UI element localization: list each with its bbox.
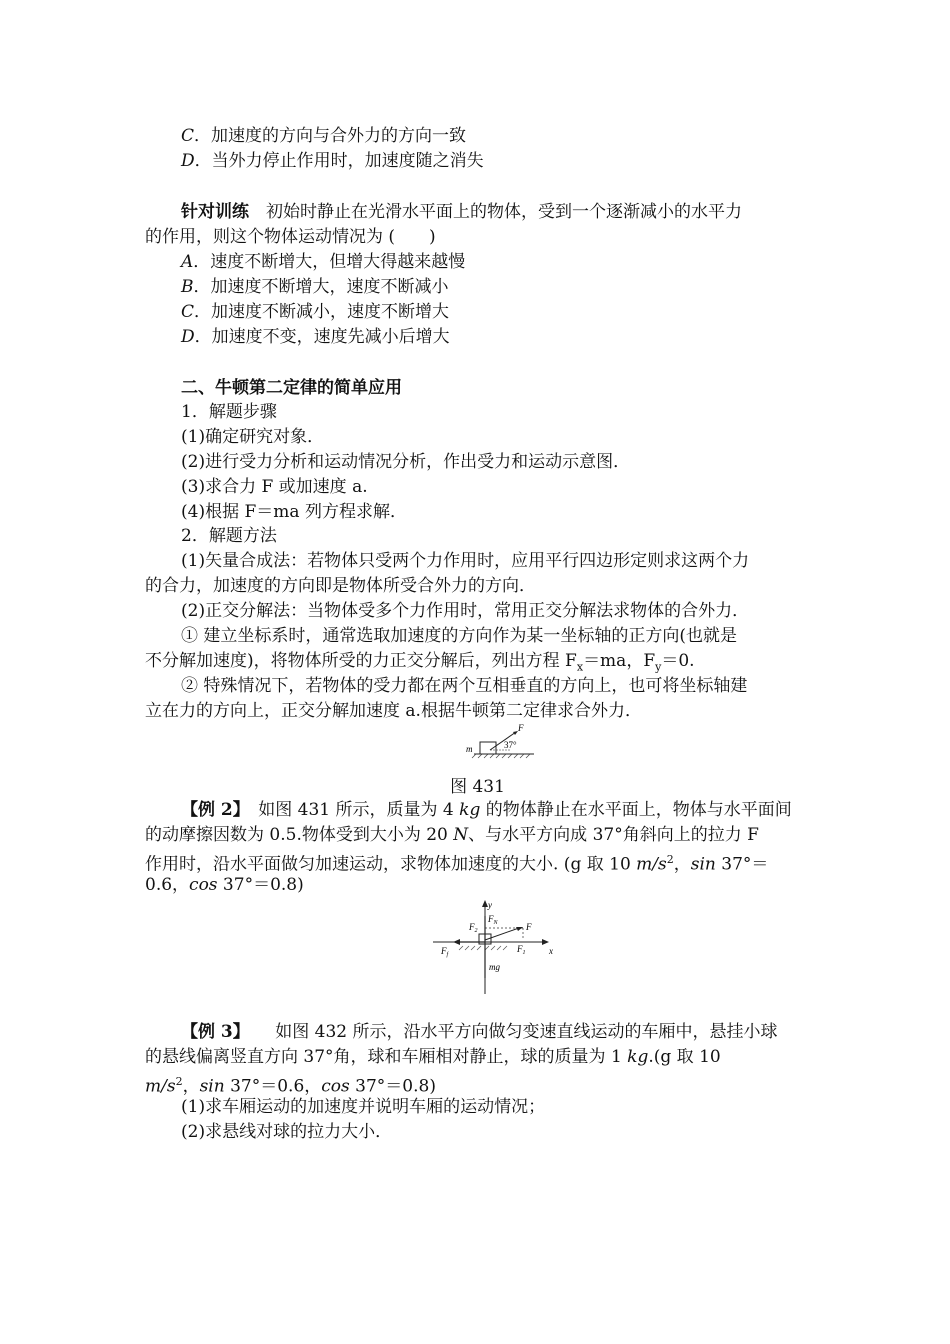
training-option-a: A．速度不断增大，但增大得越来越慢 bbox=[181, 252, 466, 272]
example-3-line1: 【例 3】 如图 432 所示，沿水平方向做匀变速直线运动的车厢中，悬挂小球 bbox=[181, 1022, 778, 1042]
figure-431 bbox=[460, 724, 540, 760]
example-2-line1: 【例 2】 如图 431 所示，质量为 4 kg 的物体静止在水平面上，物体与水平面间 bbox=[181, 800, 792, 820]
case-2-line2: 立在力的方向上，正交分解加速度 a.根据牛顿第二定律求合外力． bbox=[145, 701, 642, 721]
steps-heading: 1．解题步骤 bbox=[181, 402, 277, 422]
training-option-d: D．加速度不变，速度先减小后增大 bbox=[181, 327, 450, 347]
ff-label: $F_f$ bbox=[441, 946, 449, 958]
step-3: (3)求合力 F 或加速度 a. bbox=[181, 477, 368, 497]
training-option-b: B．加速度不断增大，速度不断减小 bbox=[181, 277, 449, 297]
example-3-question-1: (1)求车厢运动的加速度并说明车厢的运动情况； bbox=[181, 1097, 546, 1117]
method-1-line2: 的合力，加速度的方向即是物体所受合外力的方向． bbox=[145, 576, 536, 596]
method-1-line1: (1)矢量合成法：若物体只受两个力作用时，应用平行四边形定则求这两个力 bbox=[181, 551, 750, 571]
x-label: x bbox=[549, 946, 553, 956]
example-2-line3: 作用时，沿水平面做匀加速运动，求物体加速度的大小. (g 取 10 $m/s^2$，sin 37°＝ bbox=[145, 853, 769, 875]
training-line1: 针对训练 初始时静止在光滑水平面上的物体，受到一个逐渐减小的水平力 bbox=[181, 202, 742, 222]
f2-label: $F_2$ bbox=[469, 922, 478, 934]
case-1-line1: ① 建立坐标系时，通常选取加速度的方向作为某一坐标轴的正方向(也就是 bbox=[181, 626, 738, 646]
figure-free-body bbox=[427, 898, 561, 998]
example-2-line2: 的动摩擦因数为 0.5.物体受到大小为 20 N、与水平方向成 37°角斜向上的拉力 F bbox=[145, 825, 759, 845]
angle-label: 37° bbox=[504, 740, 517, 750]
option-c-top: C．加速度的方向与合外力的方向一致 bbox=[181, 126, 467, 146]
f-label: F bbox=[526, 922, 532, 932]
f1-label: $F_1$ bbox=[517, 944, 526, 956]
y-label: y bbox=[488, 900, 492, 910]
methods-heading: 2．解题方法 bbox=[181, 526, 277, 546]
example-2-line4: 0.6，cos 37°＝0.8) bbox=[145, 875, 304, 895]
step-1: (1)确定研究对象． bbox=[181, 427, 325, 447]
training-line2: 的作用，则这个物体运动情况为 ( ) bbox=[145, 227, 436, 247]
force-label: F bbox=[518, 724, 524, 733]
section-title: 二、牛顿第二定律的简单应用 bbox=[181, 378, 402, 398]
surface-hatch bbox=[459, 946, 507, 950]
x-axis-arrow bbox=[542, 939, 549, 945]
training-option-c: C．加速度不断减小，速度不断增大 bbox=[181, 302, 450, 322]
fn-label: $F_N$ bbox=[488, 914, 498, 926]
step-2: (2)进行受力分析和运动情况分析，作出受力和运动示意图． bbox=[181, 452, 631, 472]
step-4: (4)根据 F＝ma 列方程求解． bbox=[181, 502, 407, 522]
mg-label: mg bbox=[489, 962, 500, 972]
option-d-top: D．当外力停止作用时，加速度随之消失 bbox=[181, 151, 484, 171]
friction-arrowhead bbox=[453, 939, 460, 945]
example-3-question-2: (2)求悬线对球的拉力大小． bbox=[181, 1122, 393, 1142]
figure-431-caption: 图 431 bbox=[450, 777, 505, 797]
example-3-line3: $m/s^2$，sin 37°＝0.6，cos 37°＝0.8) bbox=[145, 1075, 436, 1097]
case-1-line2: 不分解加速度)，将物体所受的力正交分解后，列出方程 $F_x=ma$，$F_y=0$. bbox=[145, 651, 695, 674]
mass-label: m bbox=[466, 744, 473, 754]
ground-hatch bbox=[472, 754, 530, 758]
case-2-line1: ② 特殊情况下，若物体的受力都在两个互相垂直的方向上，也可将坐标轴建 bbox=[181, 676, 748, 696]
example-3-line2: 的悬线偏离竖直方向 37°角，球和车厢相对静止，球的质量为 1 kg.(g 取 10 bbox=[145, 1047, 721, 1067]
force-f-arrowhead bbox=[516, 927, 523, 931]
method-2: (2)正交分解法：当物体受多个力作用时，常用正交分解法求物体的合外力． bbox=[181, 601, 750, 621]
